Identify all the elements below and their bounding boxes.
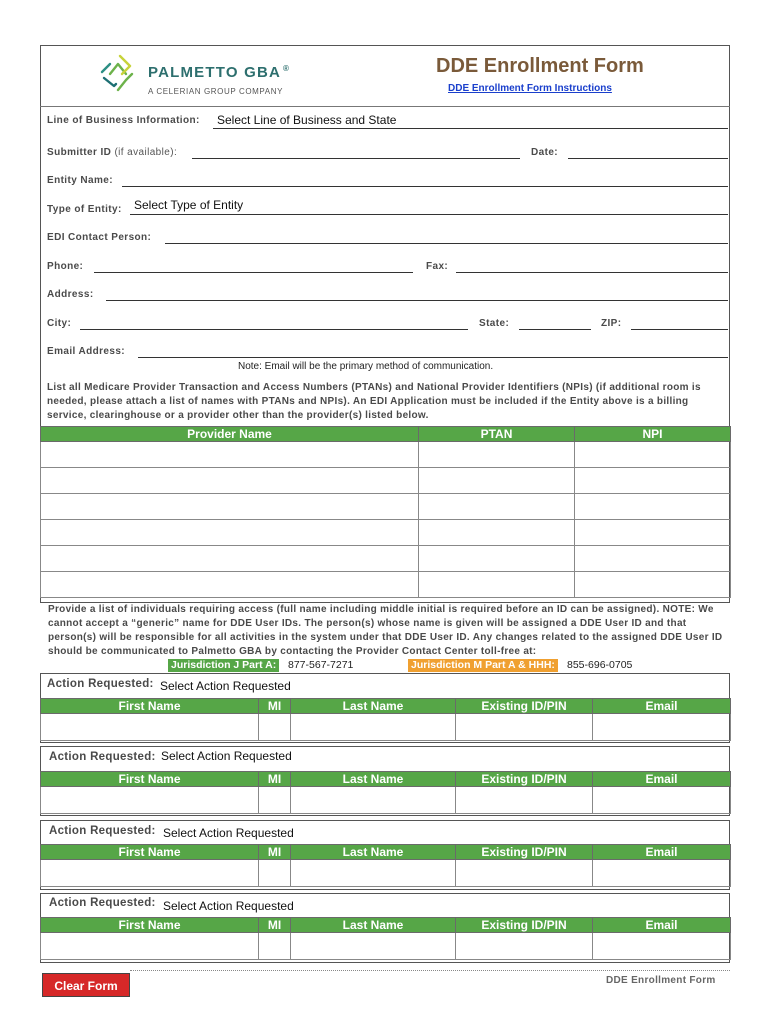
col-last-name: Last Name — [291, 918, 456, 933]
existing-id-cell[interactable] — [456, 787, 593, 814]
col-existing-id: Existing ID/PIN — [456, 699, 593, 714]
ptan-cell[interactable] — [419, 572, 575, 598]
jurisdiction-j-phone: 877-567-7271 — [288, 659, 354, 671]
existing-id-cell[interactable] — [456, 714, 593, 741]
table-row — [41, 520, 731, 546]
action-requested-label: Action Requested: — [49, 825, 156, 837]
table-row — [41, 494, 731, 520]
npi-cell[interactable] — [575, 494, 731, 520]
npi-cell[interactable] — [575, 442, 731, 468]
col-email: Email — [593, 772, 731, 787]
table-row — [41, 714, 731, 741]
table-row — [41, 442, 731, 468]
email-cell[interactable] — [593, 787, 731, 814]
entity-type-underline — [130, 214, 728, 215]
provider-name-cell[interactable] — [41, 520, 419, 546]
provider-table — [40, 426, 731, 598]
col-existing-id: Existing ID/PIN — [456, 845, 593, 860]
page-title: DDE Enrollment Form — [436, 55, 644, 77]
col-first-name: First Name — [41, 699, 259, 714]
city-input[interactable] — [80, 329, 468, 330]
table-row — [41, 860, 731, 887]
table-row — [41, 468, 731, 494]
submitter-id-hint: (if available): — [114, 147, 178, 158]
date-input[interactable] — [568, 158, 728, 159]
phone-input[interactable] — [94, 272, 413, 273]
palmetto-logo — [96, 50, 140, 96]
email-cell[interactable] — [593, 860, 731, 887]
edi-contact-label: EDI Contact Person: — [47, 232, 152, 243]
col-email: Email — [593, 699, 731, 714]
last-name-cell[interactable] — [291, 860, 456, 887]
mi-cell[interactable] — [259, 933, 291, 960]
email-input[interactable] — [138, 357, 728, 358]
existing-id-cell[interactable] — [456, 860, 593, 887]
provider-name-cell[interactable] — [41, 442, 419, 468]
npi-cell[interactable] — [575, 546, 731, 572]
line-of-business-label: Line of Business Information: — [47, 115, 200, 126]
email-cell[interactable] — [593, 714, 731, 741]
col-mi: MI — [259, 772, 291, 787]
clear-form-button[interactable]: Clear Form — [42, 973, 130, 997]
ptan-cell[interactable] — [419, 546, 575, 572]
table-row — [41, 933, 731, 960]
footer-form-name: DDE Enrollment Form — [606, 975, 716, 986]
phone-label: Phone: — [47, 261, 84, 272]
user-table-4 — [40, 917, 731, 960]
entity-name-label: Entity Name: — [47, 175, 113, 186]
col-last-name: Last Name — [291, 845, 456, 860]
last-name-cell[interactable] — [291, 714, 456, 741]
col-last-name: Last Name — [291, 772, 456, 787]
action-requested-select[interactable]: Select Action Requested — [161, 749, 292, 763]
col-existing-id: Existing ID/PIN — [456, 918, 593, 933]
entity-type-select[interactable]: Select Type of Entity — [134, 198, 244, 212]
jurisdiction-m-badge: Jurisdiction M Part A & HHH: — [408, 659, 558, 672]
table-row — [41, 572, 731, 598]
existing-id-cell[interactable] — [456, 933, 593, 960]
line-of-business-select[interactable]: Select Line of Business and State — [217, 113, 397, 127]
col-mi: MI — [259, 845, 291, 860]
entity-type-label: Type of Entity: — [47, 204, 122, 215]
col-first-name: First Name — [41, 845, 259, 860]
mi-cell[interactable] — [259, 787, 291, 814]
instructions-link[interactable]: DDE Enrollment Form Instructions — [448, 83, 612, 94]
action-requested-label: Action Requested: — [47, 678, 154, 690]
zip-input[interactable] — [631, 329, 728, 330]
user-table-3 — [40, 844, 731, 887]
ptan-cell[interactable] — [419, 520, 575, 546]
col-npi: NPI — [575, 427, 731, 442]
col-first-name: First Name — [41, 772, 259, 787]
provider-rows — [41, 442, 731, 598]
email-note: Note: Email will be the primary method of communication. — [238, 361, 494, 372]
action-requested-label: Action Requested: — [49, 897, 156, 909]
email-cell[interactable] — [593, 933, 731, 960]
last-name-cell[interactable] — [291, 787, 456, 814]
table-row — [41, 787, 731, 814]
col-first-name: First Name — [41, 918, 259, 933]
user-table-1 — [40, 698, 731, 741]
first-name-cell[interactable] — [41, 714, 259, 741]
ptan-cell[interactable] — [419, 442, 575, 468]
last-name-cell[interactable] — [291, 933, 456, 960]
provider-name-cell[interactable] — [41, 546, 419, 572]
address-label: Address: — [47, 289, 94, 300]
fax-input[interactable] — [456, 272, 728, 273]
provider-instructions: List all Medicare Provider Transaction and Access Numbers (PTANs) and National Provider Identifiers (NPIs) (if additional room is needed, please attach a list of names with PTANs and NPIs). An EDI Application must be included if the Entity above is a billing service, clearinghouse or a provider other than the provider(s) listed below. — [47, 382, 701, 421]
brand-name-text: PALMETTO GBA — [148, 64, 282, 81]
brand-name — [148, 64, 290, 81]
col-mi: MI — [259, 918, 291, 933]
submitter-id-label — [47, 147, 177, 158]
zip-label: ZIP: — [601, 318, 622, 329]
jurisdiction-j-badge: Jurisdiction J Part A: — [168, 659, 279, 672]
action-requested-select[interactable]: Select Action Requested — [163, 899, 294, 913]
col-mi: MI — [259, 699, 291, 714]
col-existing-id: Existing ID/PIN — [456, 772, 593, 787]
header-divider — [40, 106, 730, 107]
npi-cell[interactable] — [575, 572, 731, 598]
brand-mark: ® — [283, 64, 291, 73]
provider-name-cell[interactable] — [41, 468, 419, 494]
jurisdiction-m-phone: 855-696-0705 — [567, 659, 633, 671]
table-row — [41, 546, 731, 572]
ptan-cell[interactable] — [419, 468, 575, 494]
line-of-business-underline — [213, 128, 728, 129]
col-email: Email — [593, 918, 731, 933]
brand-tagline: A CELERIAN GROUP COMPANY — [148, 87, 284, 96]
state-label: State: — [479, 318, 510, 329]
submitter-id-label-text: Submitter ID — [47, 147, 112, 158]
first-name-cell[interactable] — [41, 787, 259, 814]
provider-name-cell[interactable] — [41, 494, 419, 520]
action-requested-select[interactable]: Select Action Requested — [160, 679, 291, 693]
footer-divider — [130, 970, 730, 971]
col-provider-name: Provider Name — [41, 427, 419, 442]
date-label: Date: — [531, 147, 559, 158]
entity-name-input[interactable] — [122, 186, 728, 187]
user-table-2 — [40, 771, 731, 814]
city-label: City: — [47, 318, 72, 329]
state-input[interactable] — [519, 329, 591, 330]
provider-name-cell[interactable] — [41, 572, 419, 598]
col-last-name: Last Name — [291, 699, 456, 714]
address-input[interactable] — [106, 300, 728, 301]
submitter-id-input[interactable] — [192, 158, 520, 159]
npi-cell[interactable] — [575, 520, 731, 546]
email-label: Email Address: — [47, 346, 126, 357]
users-instructions: Provide a list of individuals requiring access (full name including middle initial is required before an ID can be assigned). NOTE: We cannot accept a “generic” name for DDE User IDs. The person(s) whose name is given will be assigned a DDE User ID and that person(s) will be responsible for all activities in the system under that DDE User ID. Any changes related to the assigned DDE User ID should be communicated to Palmetto GBA by contacting the Provider Contact Center toll-free at: — [48, 604, 723, 657]
first-name-cell[interactable] — [41, 933, 259, 960]
col-email: Email — [593, 845, 731, 860]
first-name-cell[interactable] — [41, 860, 259, 887]
ptan-cell[interactable] — [419, 494, 575, 520]
col-ptan: PTAN — [419, 427, 575, 442]
npi-cell[interactable] — [575, 468, 731, 494]
edi-contact-input[interactable] — [165, 243, 728, 244]
action-requested-label: Action Requested: — [49, 751, 156, 763]
palmetto-logo-icon — [96, 50, 140, 96]
mi-cell[interactable] — [259, 860, 291, 887]
action-requested-select[interactable]: Select Action Requested — [163, 826, 294, 840]
mi-cell[interactable] — [259, 714, 291, 741]
fax-label: Fax: — [426, 261, 449, 272]
